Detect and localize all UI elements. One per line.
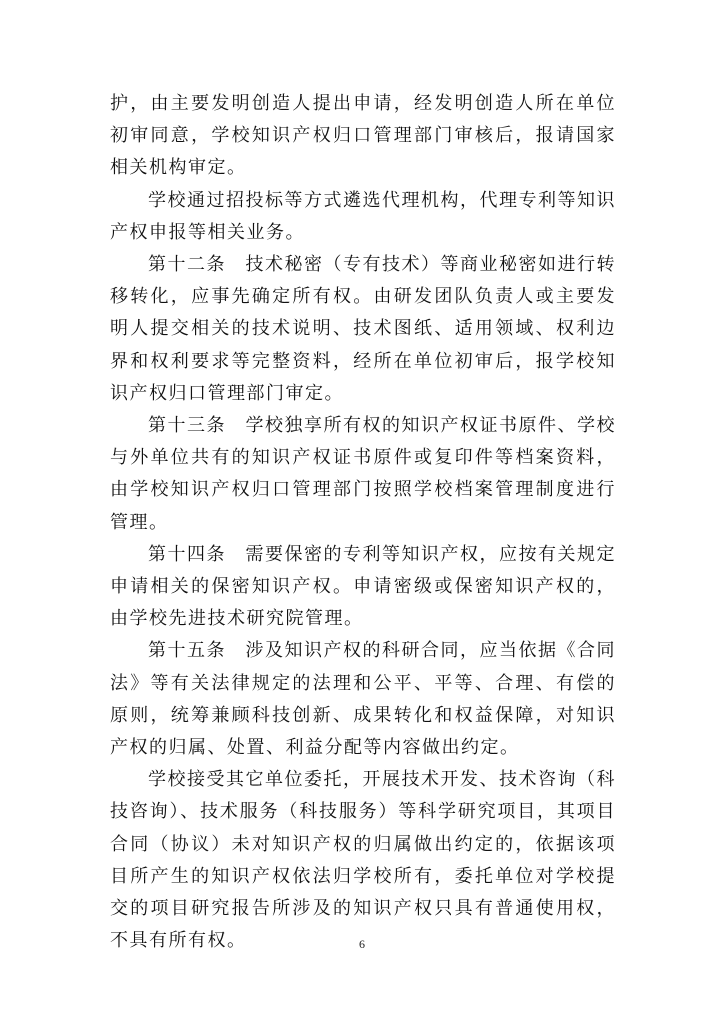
paragraph-2: 学校通过招投标等方式遴选代理机构，代理专利等知识产权申报等相关业务。 xyxy=(110,189,616,243)
paragraph-article-12: 第十二条 技术秘密（专有技术）等商业秘密如进行转移转化，应事先确定所有权。由研发团队负责人或主要发明人提交相关的技术说明、技术图纸、适用领域、权利边界和权利要求等完整资料，经所在单位初审后，报学校知识产权归口管理部门审定。 xyxy=(110,254,616,404)
page-number: 6 xyxy=(359,937,365,951)
paragraph-article-15: 第十五条 涉及知识产权的科研合同，应当依据《合同法》等有关法律规定的法理和公平、平等、合理、有偿的原则，统筹兼顾科技创新、成果转化和权益保障，对知识产权的归属、处置、利益分配等内容做出约定。 xyxy=(110,640,616,759)
paragraph-article-13: 第十三条 学校独享所有权的知识产权证书原件、学校与外单位共有的知识产权证书原件或复印件等档案资料，由学校知识产权归口管理部门按照学校档案管理制度进行管理。 xyxy=(110,415,616,533)
paragraph-article-14: 第十四条 需要保密的专利等知识产权，应按有关规定申请相关的保密知识产权。申请密级或保密知识产权的，由学校先进技术研究院管理。 xyxy=(110,543,616,630)
paragraph-entrusted-projects: 学校接受其它单位委托，开展技术开发、技术咨询（科技咨询）、技术服务（科技服务）等科学研究项目，其项目合同（协议）未对知识产权的归属做出约定的，依据该项目所产生的知识产权依法归学校所有，委托单位对学校提交的项目研究报告所涉及的知识产权只具有普通使用权，不具有所有权。 xyxy=(110,769,616,952)
body-text xyxy=(110,88,616,957)
paragraph-1: 护，由主要发明创造人提出申请，经发明创造人所在单位初审同意，学校知识产权归口管理部门审核后，报请国家相关机构审定。 xyxy=(110,93,616,179)
